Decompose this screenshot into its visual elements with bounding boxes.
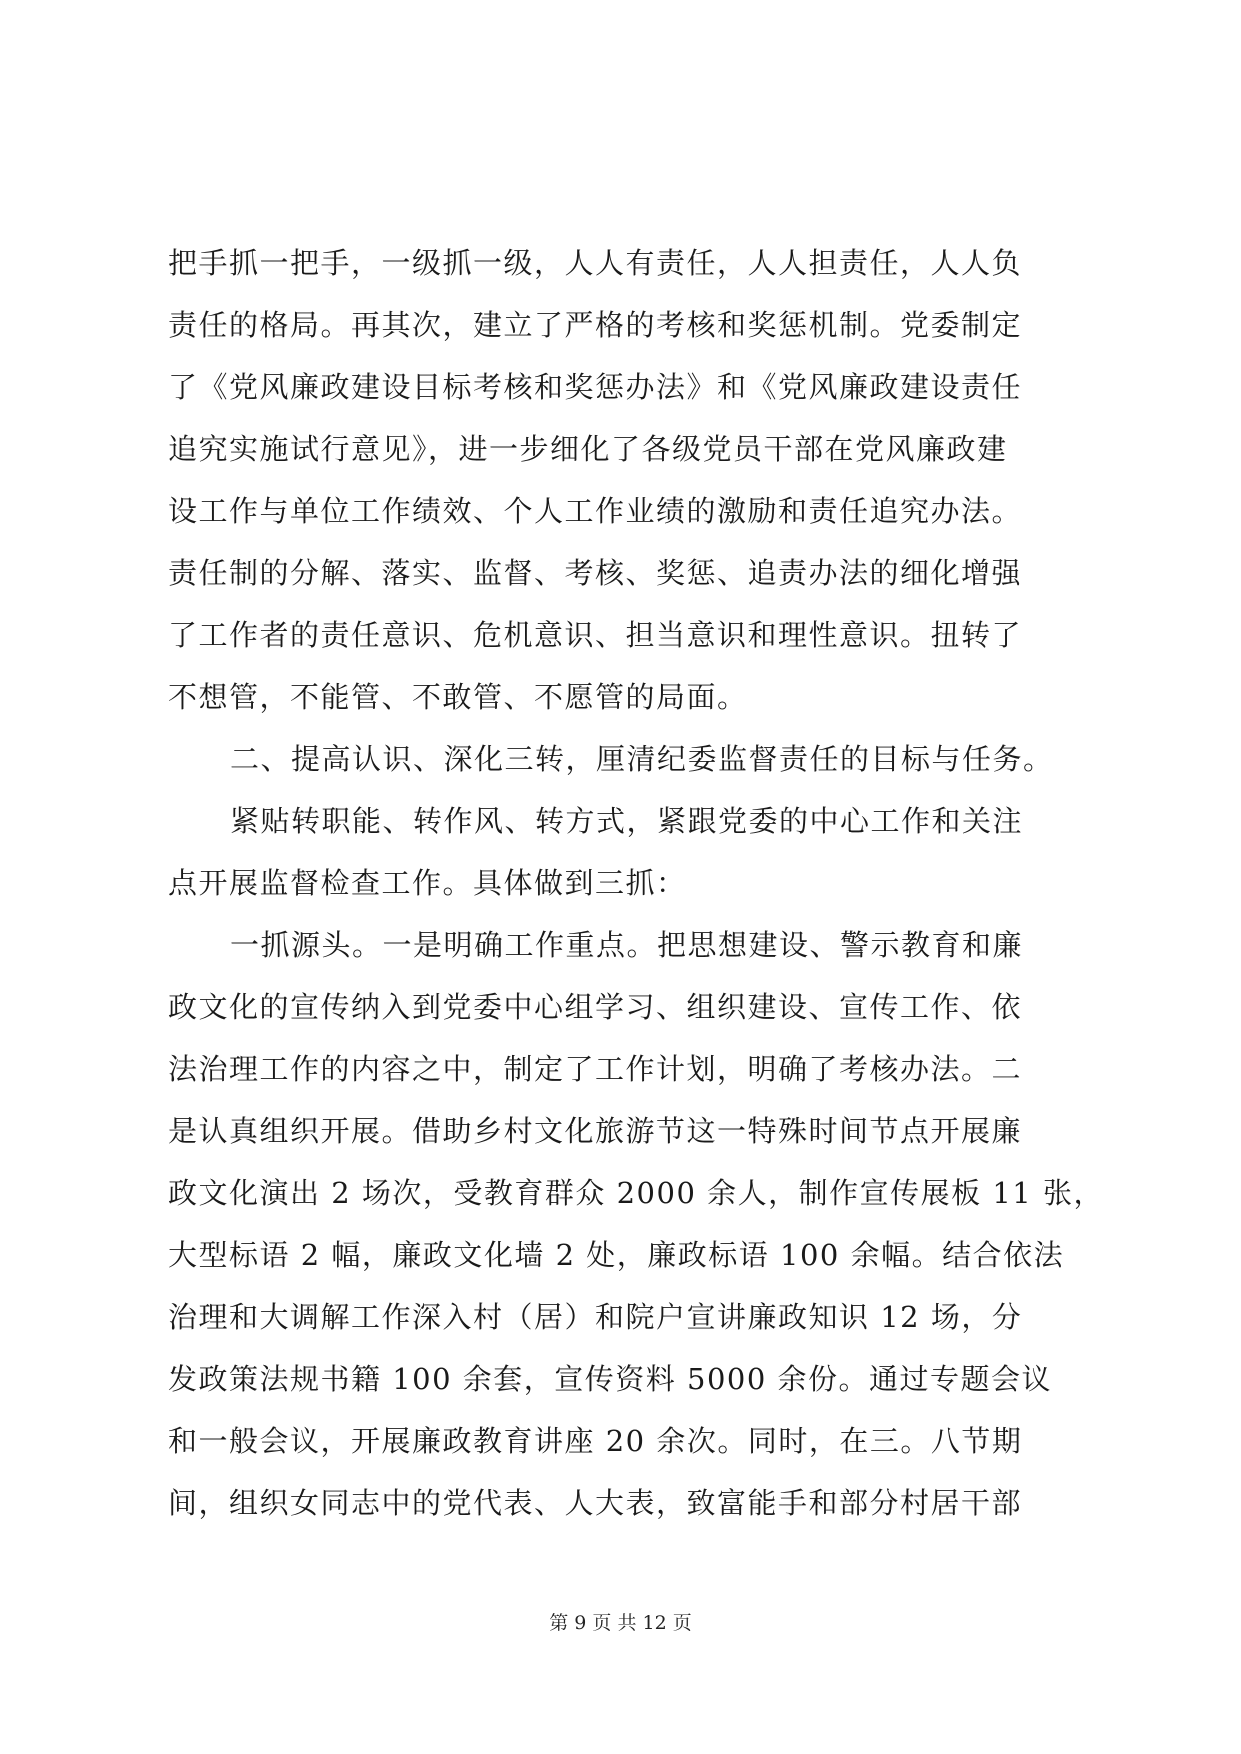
text-line: 法治理工作的内容之中，制定了工作计划，明确了考核办法。二	[168, 1052, 1023, 1086]
text-line: 设工作与单位工作绩效、个人工作业绩的激励和责任追究办法。	[168, 494, 1023, 528]
text-line: 不想管，不能管、不敢管、不愿管的局面。	[168, 680, 748, 714]
text-line: 责任制的分解、落实、监督、考核、奖惩、追责办法的细化增强	[168, 556, 1023, 590]
text-line: 责任的格局。再其次，建立了严格的考核和奖惩机制。党委制定	[168, 308, 1023, 342]
body-text	[168, 232, 1104, 1534]
text-line: 政文化演出 2 场次，受教育群众 2000 余人，制作宣传展板 11 张，	[168, 1176, 1104, 1210]
text-line: 点开展监督检查工作。具体做到三抓：	[168, 866, 687, 900]
text-line: 是认真组织开展。借助乡村文化旅游节这一特殊时间节点开展廉	[168, 1114, 1023, 1148]
paragraph-start: 一抓源头。一是明确工作重点。把思想建设、警示教育和廉	[230, 928, 1024, 962]
text-line: 间，组织女同志中的党代表、人大表，致富能手和部分村居干部	[168, 1486, 1023, 1520]
paragraph-start: 紧贴转职能、转作风、转方式，紧跟党委的中心工作和关注	[230, 804, 1024, 838]
text-line: 了《党风廉政建设目标考核和奖惩办法》和《党风廉政建设责任	[168, 370, 1023, 404]
text-line: 了工作者的责任意识、危机意识、担当意识和理性意识。扭转了	[168, 618, 1023, 652]
text-line: 政文化的宣传纳入到党委中心组学习、组织建设、宣传工作、依	[168, 990, 1023, 1024]
section-heading: 二、提高认识、深化三转，厘清纪委监督责任的目标与任务。	[230, 742, 1054, 776]
text-line: 把手抓一把手，一级抓一级，人人有责任，人人担责任，人人负	[168, 246, 1023, 280]
text-line: 大型标语 2 幅，廉政文化墙 2 处，廉政标语 100 余幅。结合依法	[168, 1238, 1065, 1272]
text-line: 治理和大调解工作深入村（居）和院户宣讲廉政知识 12 场，分	[168, 1300, 1023, 1334]
text-line: 追究实施试行意见》，进一步细化了各级党员干部在党风廉政建	[168, 432, 1008, 466]
text-line: 发政策法规书籍 100 余套，宣传资料 5000 余份。通过专题会议	[168, 1362, 1053, 1396]
text-line: 和一般会议，开展廉政教育讲座 20 余次。同时，在三。八节期	[168, 1424, 1023, 1458]
page-number-footer: 第 9 页 共 12 页	[549, 1612, 692, 1634]
